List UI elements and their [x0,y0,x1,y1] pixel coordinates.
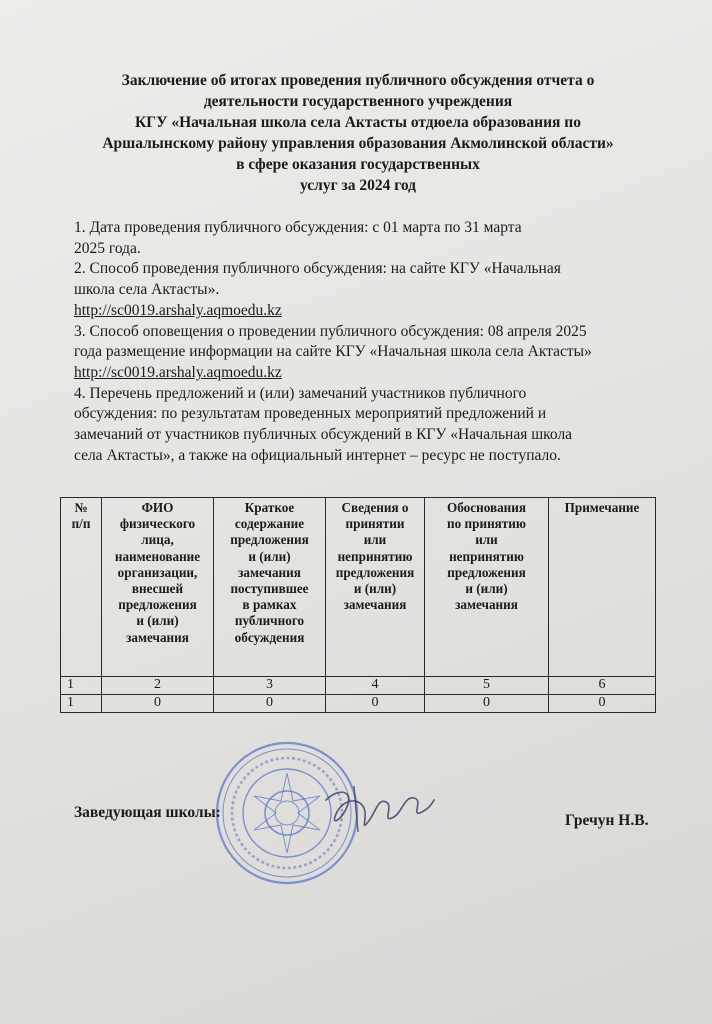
header-line: предложения [230,532,309,548]
header-line: предложения [447,564,526,580]
body-line: 3. Способ оповещения о проведении публичного обсуждения: 08 апреля 2025 [74,322,587,340]
header-line: физического [119,516,196,532]
body-line: 2025 года. [74,239,141,257]
body-line: обсуждения: по результатам проведенных мероприятий предложений и [74,405,547,423]
table-cell: 6 [549,677,656,695]
table-cell: 1 [61,677,102,695]
title-line: в сфере оказания государственных [236,156,480,173]
header-cell-acceptance [326,498,425,677]
header-line: предложения [118,597,197,613]
header-line: замечания [126,629,189,645]
header-line: ФИО [141,500,174,515]
title-line: Аршалынскому району управления образования Акмолинской области» [102,135,614,152]
header-line: п/п [71,516,91,532]
header-cell-content [214,498,326,677]
body-line: 1. Дата проведения публичного обсуждения: с 01 марта по 31 марта [74,219,522,236]
header-line: поступившее [230,581,309,597]
header-line: содержание [234,516,305,532]
table-row [61,695,656,713]
header-line: внесшей [131,581,184,597]
header-line: лица, [141,532,174,548]
website-link[interactable]: http://sc0019.arshaly.aqmoedu.kz [74,301,282,319]
header-line: по принятию [447,516,526,532]
body-line: года размещение информации на сайте КГУ «Начальная школа села Актасты» [74,343,592,361]
header-line: замечания [238,564,301,580]
handwritten-signature-icon [318,778,438,838]
header-line: непринятию [449,548,524,564]
header-cell-fio [102,498,214,677]
body-line: замечаний от участников публичных обсуждений в КГУ «Начальная школа [74,426,573,444]
website-link[interactable]: http://sc0019.arshaly.aqmoedu.kz [74,363,282,381]
table-cell: 5 [425,677,549,695]
header-line: обсуждения [234,629,305,645]
table-header-row [61,498,656,677]
title-line: услуг за 2024 год [299,177,417,194]
table-row [61,677,656,695]
table-cell: 0 [549,695,656,713]
title-line: Заключение об итогах проведения публичного обсуждения отчета о [121,72,595,89]
signatory-name: Гречун Н.В. [565,812,649,829]
header-line: Краткое [244,500,295,515]
header-line: Обоснования [446,500,527,515]
header-line: публичного [234,613,305,629]
header-line: непринятию [337,548,413,564]
document-title [40,70,676,196]
header-line: и (или) [353,581,397,597]
header-line: и (или) [248,548,291,564]
header-line: и (или) [136,613,179,629]
table-cell: 1 [61,695,102,713]
signature-label: Заведующая школы: [74,804,221,821]
body-line: 2. Способ проведения публичного обсуждения: на сайте КГУ «Начальная [74,260,561,278]
table-cell: 0 [214,695,326,713]
header-line: принятии [345,516,405,532]
header-line: замечания [343,597,407,613]
document-body [74,218,674,466]
header-line: Сведения о [341,500,409,515]
body-line: села Актасты», а также на официальный интернет – ресурс не поступало. [74,446,561,464]
header-line: организации, [117,564,198,580]
body-line: школа села Актасты». [74,281,220,299]
table-cell: 2 [102,677,214,695]
header-line: или [475,532,498,548]
header-cell-number [61,498,102,677]
table-cell: 0 [326,695,425,713]
header-line: № [74,500,88,515]
header-line: и (или) [465,581,508,597]
header-line: в рамках [242,597,297,613]
header-line: Примечание [564,500,640,515]
header-line: или [363,532,387,548]
title-line: деятельности государственного учреждения [203,93,513,110]
body-line: 4. Перечень предложений и (или) замечаний участников публичного [74,384,527,402]
header-line: наименование [114,548,201,564]
title-line: КГУ «Начальная школа села Актасты отдюела образования по [135,114,581,131]
table-cell: 0 [102,695,214,713]
header-cell-note [549,498,656,677]
header-cell-justification [425,498,549,677]
table-cell: 0 [425,695,549,713]
table-cell: 4 [326,677,425,695]
table-cell: 3 [214,677,326,695]
header-line: предложения [335,564,415,580]
proposals-table [60,497,656,713]
header-line: замечания [455,597,518,613]
